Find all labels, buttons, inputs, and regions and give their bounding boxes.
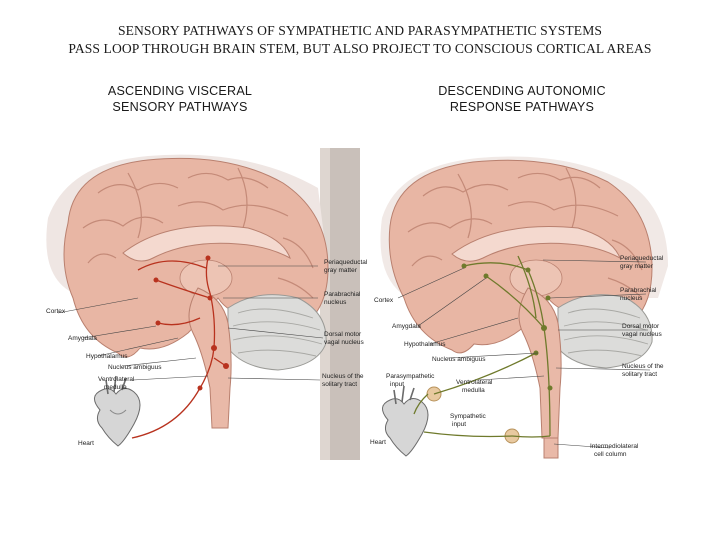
label-dorsal-2: vagal nucleus	[324, 339, 364, 346]
ascending-heading-line-2: SENSORY PATHWAYS	[112, 100, 248, 114]
label-cortex: Cortex	[46, 308, 66, 315]
title-line-2: PASS LOOP THROUGH BRAIN STEM, BUT ALSO PROJECT TO CONSCIOUS CORTICAL AREAS	[68, 41, 652, 56]
label-periaqueductal-1: Periaqueductal	[324, 259, 368, 266]
label-nucleus-ambiguus: Nucleus ambiguus	[432, 356, 486, 363]
label-nucleus-ambiguus: Nucleus ambiguus	[108, 364, 162, 371]
label-periaqueductal-2: gray matter	[620, 263, 653, 270]
label-parasympathetic-1: Parasympathetic	[386, 373, 435, 380]
label-periaqueductal-2: gray matter	[324, 267, 357, 274]
label-intermediolateral-2: cell column	[594, 451, 627, 458]
ascending-pathways-heading	[60, 83, 300, 115]
label-heart: Heart	[370, 439, 386, 446]
heart-illustration	[382, 386, 428, 456]
label-solitary-2: solitary tract	[622, 371, 658, 378]
descending-pathways-heading	[402, 83, 642, 115]
label-ventrolateral-1: Ventrolateral	[98, 376, 135, 383]
label-dorsal-1: Dorsal motor	[622, 323, 660, 330]
descending-heading-line-1: DESCENDING AUTONOMIC	[438, 84, 606, 98]
title-line-1: SENSORY PATHWAYS OF SYMPATHETIC AND PARASYMPATHETIC SYSTEMS	[117, 23, 603, 38]
label-solitary-2: solitary tract	[322, 381, 358, 388]
page-title	[0, 22, 720, 58]
label-dorsal-1: Dorsal motor	[324, 331, 362, 338]
label-heart: Heart	[78, 440, 94, 447]
label-sympathetic-1: Sympathetic	[450, 413, 486, 420]
descending-brain-diagram	[368, 148, 676, 458]
label-cortex: Cortex	[374, 297, 394, 304]
ascending-brain-diagram	[28, 148, 368, 460]
descending-heading-line-2: RESPONSE PATHWAYS	[449, 100, 595, 114]
label-solitary-1: Nucleus of the	[622, 363, 664, 370]
label-intermediolateral-1: Intermediolateral	[590, 443, 639, 450]
label-dorsal-2: vagal nucleus	[622, 331, 662, 338]
label-parabrachial-2: nucleus	[324, 299, 347, 306]
label-periaqueductal-1: Periaqueductal	[620, 255, 664, 262]
ascending-brain-svg	[28, 148, 368, 460]
label-parabrachial-1: Parabrachial	[620, 287, 657, 294]
label-hypothalamus: Hypothalamus	[86, 353, 128, 360]
label-sympathetic-2: input	[452, 421, 467, 428]
label-parabrachial-2: nucleus	[620, 295, 643, 302]
ascending-heading-line-1: ASCENDING VISCERAL	[107, 84, 253, 98]
label-solitary-1: Nucleus of the	[322, 373, 364, 380]
label-ventrolateral-1: Ventrolateral	[456, 379, 493, 386]
label-ventrolateral-2: medulla	[104, 384, 127, 391]
label-amygdala: Amygdala	[392, 323, 421, 330]
spinal-cord	[544, 438, 558, 458]
brainstem	[519, 288, 561, 438]
descending-brain-svg	[368, 148, 676, 458]
label-amygdala: Amygdala	[68, 335, 97, 342]
label-ventrolateral-2: medulla	[462, 387, 485, 394]
label-parasympathetic-2: input	[390, 381, 405, 388]
label-hypothalamus: Hypothalamus	[404, 341, 446, 348]
label-parabrachial-1: Parabrachial	[324, 291, 361, 298]
